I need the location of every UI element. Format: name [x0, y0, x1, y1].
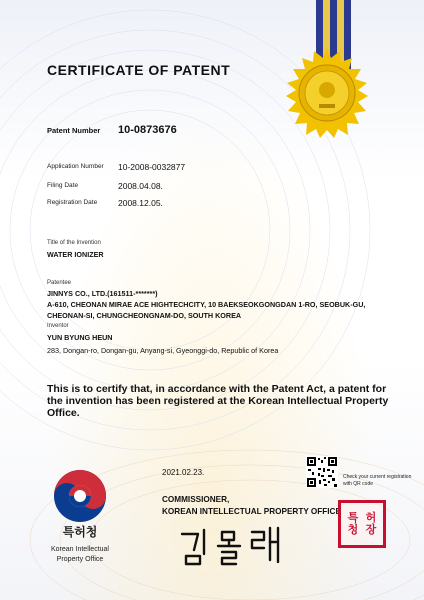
- filing-date-label: Filing Date: [47, 182, 79, 189]
- patent-number: 10-0873676: [118, 124, 177, 136]
- office-name-english-line2: Property Office: [56, 556, 104, 563]
- kipo-taegeuk-logo-icon: [52, 468, 108, 524]
- office-name-english-line1: Korean Intellectual: [51, 546, 109, 553]
- stamp-char: 청: [347, 524, 359, 536]
- inventor-label: Inventor: [47, 323, 69, 329]
- registration-date: 2008.12.05.: [118, 198, 163, 208]
- filing-date: 2008.04.08.: [118, 181, 163, 191]
- issue-date: 2021.02.23.: [162, 468, 205, 477]
- patent-number-label: Patent Number: [47, 126, 101, 135]
- qr-note: Check your current registration with QR code: [343, 474, 412, 487]
- invention-title-label: Title of the Invention: [47, 240, 101, 246]
- certification-statement: This is to certify that, in accordance with the Patent Act, a patent for the invention has been registered at the Korean Intellectual Property Office.: [47, 383, 389, 419]
- stamp-char: 장: [365, 524, 377, 536]
- qr-code-icon[interactable]: [306, 456, 338, 488]
- commissioner-line2: KOREAN INTELLECTUAL PROPERTY OFFICE: [162, 507, 341, 516]
- patentee-address-line2: CHEONAN-SI, CHUNGCHEONGNAM-DO, SOUTH KOREA: [47, 311, 242, 320]
- application-number-label: Application Number: [47, 163, 104, 170]
- gold-seal-icon: [282, 48, 372, 138]
- commissioner-title: [162, 494, 341, 518]
- inventor-name: YUN BYUNG HEUN: [47, 333, 113, 342]
- stamp-char: 특: [347, 512, 359, 524]
- commissioner-line1: COMMISSIONER,: [162, 495, 230, 504]
- certificate-title: CERTIFICATE OF PATENT: [47, 62, 231, 78]
- application-number: 10-2008-0032877: [118, 162, 186, 172]
- office-name-korean: 특허청: [62, 525, 98, 539]
- official-red-stamp: [338, 500, 386, 548]
- patentee-name: JINNYS CO., LTD.(161511-*******): [47, 289, 158, 298]
- patentee-address-line1: A-610, CHEONAN MIRAE ACE HIGHTECHCITY, 10 BAEKSEOKGONGDAN 1-RO, SEOBUK-GU,: [47, 300, 366, 309]
- registration-date-label: Registration Date: [47, 199, 98, 206]
- invention-title: WATER IONIZER: [47, 250, 104, 259]
- patentee-label: Patentee: [47, 280, 72, 286]
- handwritten-signature: [178, 524, 288, 568]
- stamp-char: 허: [365, 512, 377, 524]
- office-name-english: [38, 545, 122, 565]
- inventor-address: 283, Dongan-ro, Dongan-gu, Anyang-si, Gyeonggi-do, Republic of Korea: [47, 346, 279, 355]
